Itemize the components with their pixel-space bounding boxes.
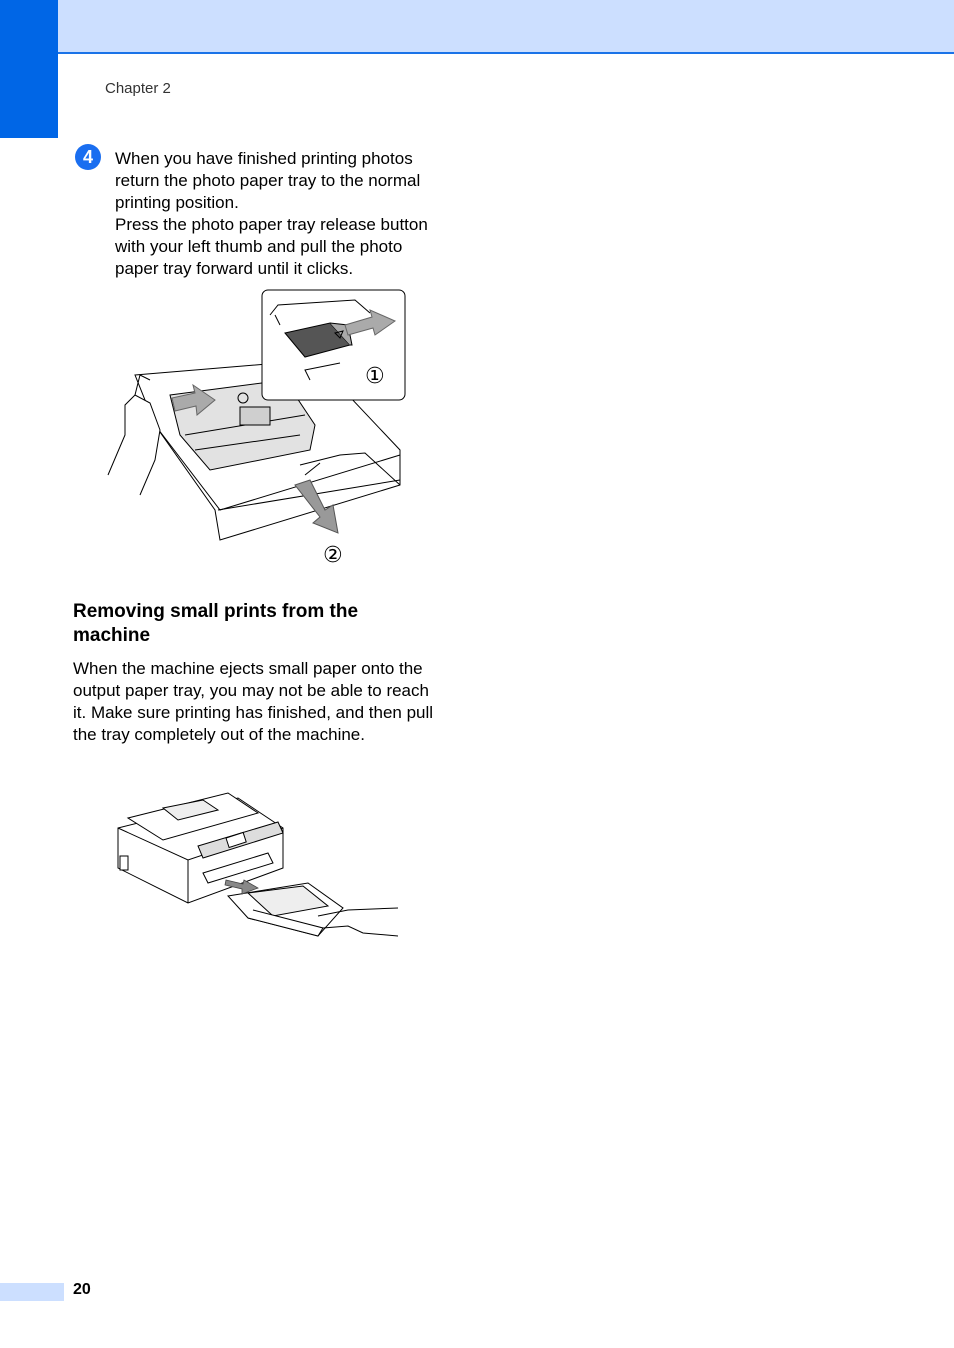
photo-tray-illustration [100, 285, 415, 570]
header-band [0, 0, 954, 54]
page-number: 20 [73, 1281, 91, 1298]
section-body: When the machine ejects small paper onto the output paper tray, you may not be able to reach it. Make sure printing has finished, and then pull the tray completely out of the machine. [73, 659, 434, 744]
step-paragraph-2: Press the photo paper tray release button with your left thumb and pull the photo paper tray forward until it clicks. [115, 215, 428, 278]
callout-2: ② [323, 543, 343, 568]
step-instructions [115, 148, 450, 280]
chapter-label: Chapter 2 [105, 80, 171, 97]
section-heading: Removing small prints from the machine [73, 601, 359, 646]
step-paragraph-1: When you have finished printing photos return the photo paper tray to the normal printing position. [115, 149, 421, 212]
callout-1: ① [365, 364, 385, 389]
footer-band [0, 1283, 64, 1301]
chapter-tab [0, 0, 58, 138]
machine-tray-illustration [108, 788, 408, 938]
step-number-badge: 4 [75, 144, 101, 170]
